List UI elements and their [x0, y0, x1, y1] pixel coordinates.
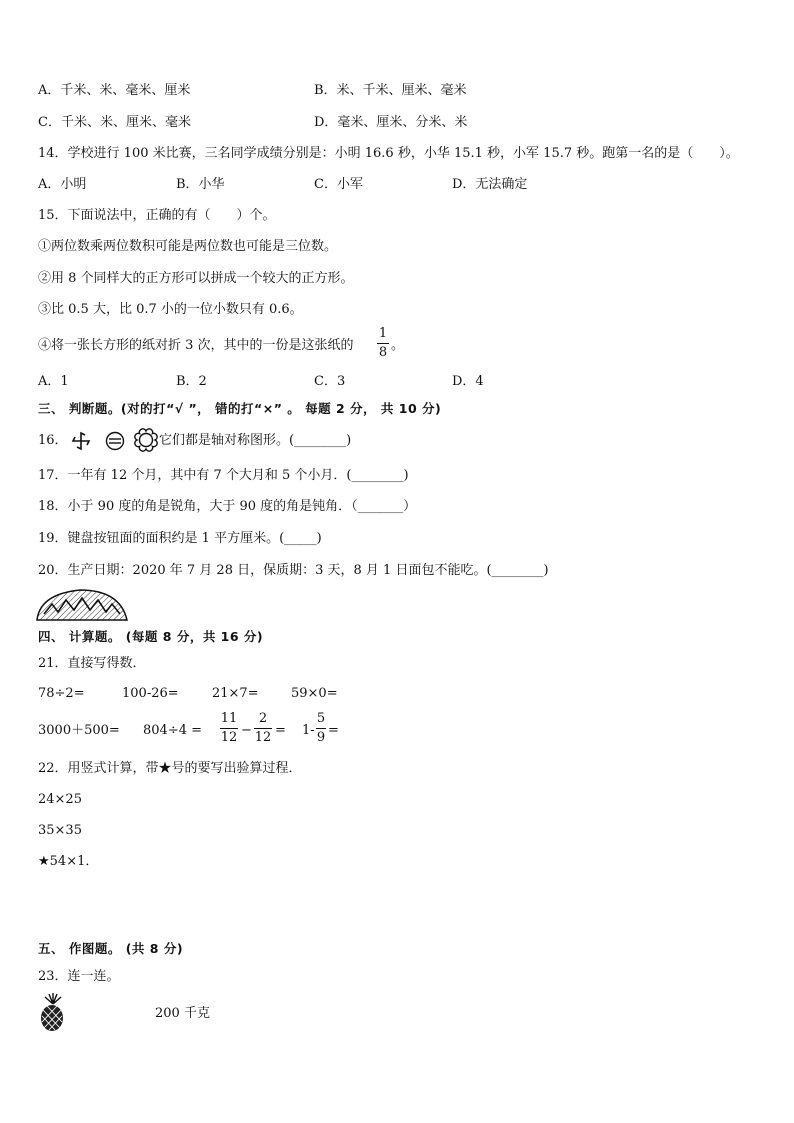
q22-stem: 22．用竖式计算，带★号的要写出验算过程． [38, 761, 302, 776]
q21-stem: 21．直接写得数． [38, 656, 146, 671]
q14-option-c: C．小军 [314, 177, 363, 192]
section-3-heading: 三、 判断题。(对的打“√ ”， 错的打“×” 。 每题 2 分， 共 10 分) [38, 401, 442, 416]
fraction-bar [254, 728, 272, 729]
fraction-denominator: 12 [220, 730, 238, 745]
q15-option-a: A．1 [38, 374, 69, 389]
q15-stem: 15．下面说法中，正确的有（ ）个。 [38, 208, 276, 223]
fraction-2-12 [254, 711, 272, 746]
calc-item: 3000＋500= [38, 723, 120, 738]
q23-stem: 23．连一连。 [38, 969, 120, 984]
fraction-bar [220, 728, 238, 729]
q13-option-d: D．毫米、厘米、分米、米 [314, 115, 468, 130]
calc-item: 21×7= [212, 686, 259, 701]
q13-option-b: B．米、千米、厘米、毫米 [314, 83, 467, 98]
fraction-numerator: 11 [220, 711, 238, 726]
q18-text: 18．小于 90 度的角是锐角，大于 90 度的角是钝角．（_______） [38, 499, 417, 514]
q22-item: 24×25 [38, 792, 82, 807]
q14-option-a: A．小明 [38, 177, 87, 192]
q16-number: 16． [38, 433, 68, 448]
pineapple-image [36, 992, 70, 1032]
q15-statement-2: ②用 8 个同样大的正方形可以拼成一个较大的正方形。 [38, 271, 354, 286]
q13-option-c: C．千米、米、厘米、毫米 [38, 115, 191, 130]
fraction-11-12 [220, 711, 238, 746]
q17-text: 17．一年有 12 个月，其中有 7 个大月和 5 个小月．(________) [38, 468, 409, 483]
fraction-5-9 [316, 711, 326, 746]
minus-sign: − [241, 723, 252, 738]
q20-text: 20．生产日期：2020 年 7 月 28 日，保质期：3 天，8 月 1 日面包不能吃。(________) [38, 563, 549, 578]
flower-ring-icon [134, 428, 158, 452]
equals-sign: = [275, 723, 286, 738]
calc-item: 59×0= [291, 686, 338, 701]
q15-fraction-numerator: 1 [378, 326, 388, 341]
q15-statement-4 [38, 337, 354, 355]
q22-item: 35×35 [38, 823, 82, 838]
q14-stem: 14．学校进行 100 米比赛，三名同学成绩分别是：小明 16.6 秒，小华 15.1 秒，小军 15.7 秒。跑第一名的是（ ）。 [38, 146, 739, 161]
calc-item: 100-26= [122, 686, 179, 701]
q22-item: ★54×1． [38, 854, 99, 869]
bread-image [34, 586, 130, 624]
q23-label: 200 千克 [155, 1006, 210, 1021]
fraction-denominator: 12 [254, 730, 272, 745]
equals-sign: = [328, 723, 339, 738]
fraction-bar [377, 343, 389, 344]
q13-option-a: A．千米、米、毫米、厘米 [38, 83, 191, 98]
q15-statement-4-end: 。 [391, 338, 405, 353]
section-5-heading: 五、 作图题。 (共 8 分) [38, 941, 184, 956]
q19-text: 19．键盘按钮面的面积约是 1 平方厘米。(_____) [38, 531, 322, 546]
pinwheel-icon [70, 430, 92, 452]
q14-option-d: D．无法确定 [452, 177, 528, 192]
q15-statement-4-text: ④将一张长方形的纸对折 3 次，其中的一份是这张纸的 [38, 338, 354, 353]
q15-option-b: B．2 [176, 374, 207, 389]
q16-text: 它们都是轴对称图形。(________) [159, 433, 352, 448]
q15-statement-3: ③比 0.5 大，比 0.7 小的一位小数只有 0.6。 [38, 302, 303, 317]
circle-lines-icon [104, 430, 126, 452]
fraction-numerator: 2 [258, 711, 268, 726]
q15-statement-1: ①两位数乘两位数积可能是两位数也可能是三位数。 [38, 239, 338, 254]
fraction-denominator: 9 [316, 730, 326, 745]
q15-option-c: C．3 [314, 374, 346, 389]
q15-fraction-denominator: 8 [378, 345, 388, 360]
fraction-bar [316, 728, 326, 729]
q15-option-d: D．4 [452, 374, 484, 389]
section-4-heading: 四、 计算题。 (每题 8 分，共 16 分) [38, 629, 264, 644]
fraction-numerator: 5 [316, 711, 326, 726]
calc-item: 804÷4 = [143, 723, 203, 738]
q14-option-b: B．小华 [176, 177, 225, 192]
q15-fraction [377, 326, 389, 361]
one-minus: 1- [302, 723, 315, 738]
calc-item: 78÷2= [38, 686, 85, 701]
